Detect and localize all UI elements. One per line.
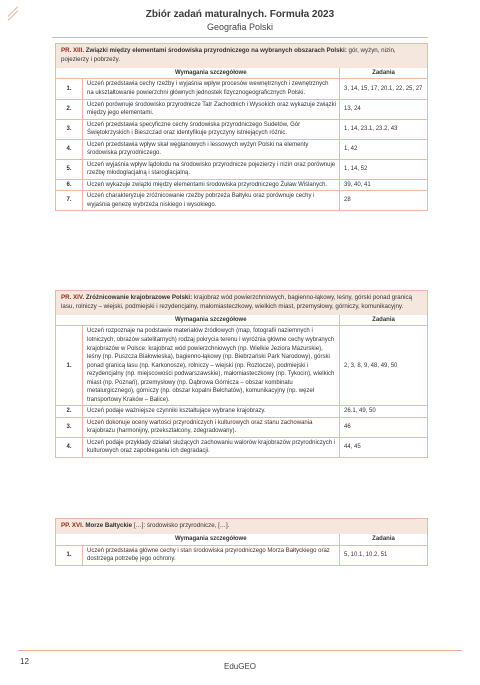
section-title: Morze Bałtyckie [85,522,133,529]
row-requirement: Uczeń rozpoznaje na podstawie materiałów źródłowych (map, fotografii naziemnych i lotniczych, obrazów satelitarnych) rodzaj pokrycia terenu i wyróżnia główne cechy wybranych krajobrazów w Polsce: krajobraz wód powierzchniowych (np. Wielkie Jeziora Mazurskie), leśny (np. Puszcza Białowieska), bagienno-łąkowy (np. Biebrzański Park Narodowy), górski ponad granicą lasu (np. Karkonosze), rolniczy – wiejski (np. Roztocze), podmiejski i rezydencjalny (np. miejscowości podwarszawskie), małomiasteczkowy (np. Tykocin), wielkich miast (np. Poznań), przemysłowy (np. Dąbrowa Górnicza – obszar kombinatu metalurgicznego), górniczy (np. obszar kopalni Bełchatów), komunikacyjny (np. węzeł transportowy Kraków – Balice). [83,326,340,406]
section-pp-xvi [55,518,428,566]
row-requirement: Uczeń przedstawia główne cechy i stan środowiska przyrodniczego Morza Bałtyckiego oraz dostrzega potrzebę jego ochrony. [83,545,340,565]
requirements-table [56,315,427,457]
row-tasks: 44, 45 [344,443,361,450]
row-requirement: Uczeń podaje ważniejsze czynniki kształtujące wybrane krajobrazy. [83,406,340,418]
row-number: 2. [56,99,83,119]
row-number: 2. [56,406,83,418]
tasks-header: Zadania [340,534,428,545]
table-row [56,545,427,565]
row-requirement: Uczeń charakteryzuje zróżnicowanie rzeźby pobrzeża Bałtyku oraz porównuje cechy i wyjaśnia genezę wybrzeża niskiego i wysokiego. [83,191,340,211]
table-row [56,79,427,99]
row-tasks: 13, 24 [340,99,428,119]
row-tasks: 1, 42 [340,139,428,159]
requirements-header: Wymagania szczegółowe [83,68,340,79]
table-header-row [56,68,427,79]
requirements-table [56,68,427,210]
table-row [56,99,427,119]
table-row [56,119,427,139]
tasks-header: Zadania [340,68,428,79]
header-divider [52,37,428,38]
table-row [56,159,427,179]
section-code: PR. XIII. [61,47,85,54]
table-row [56,179,427,191]
row-number: 1. [56,545,83,565]
section-pr-xiii [55,43,428,211]
row-requirement: Uczeń przedstawia cechy rzeźby i wyjaśnia wpływ procesów wewnętrznych i zewnętrznych na ukształtowanie powierzchni głównych jednostek fizycznogeograficznych Polski. [83,79,340,99]
row-requirement: Uczeń podaje przykłady działań służących zachowaniu walorów krajobrazów przyrodniczych i kulturowych oraz zapobieganiu ich degradacji. [83,437,340,457]
section-heading [56,519,427,534]
row-number: 4. [56,437,83,457]
section-description: gór, wyżyn, nizin, pojezierzy i pobrzeży. [61,47,396,63]
row-requirement: Uczeń dokonuje oceny wartości przyrodniczych i kulturowych oraz stanu zachowania krajobrazu (harmonijny, przekształcony, zdegradowany). [83,417,340,437]
requirements-table [56,534,427,565]
row-requirement: Uczeń wyjaśnia wpływ lądolodu na środowisko przyrodnicze pojezierzy i nizin oraz porównuje rzeźbę młodoglacjalną i staroglacjalną. [83,159,340,179]
table-row [56,139,427,159]
row-tasks: 5, 10.1, 10.2, 51 [344,551,388,558]
row-tasks: 26.1, 49, 50 [340,406,428,418]
row-tasks: 39, 40, 41 [340,179,428,191]
row-number: 1. [56,326,83,406]
section-code: PP. XVI. [61,522,84,529]
section-heading [56,44,427,68]
row-number: 4. [56,139,83,159]
row-tasks: 1, 14, 52 [340,159,428,179]
row-number: 6. [56,179,83,191]
row-number: 5. [56,159,83,179]
table-row [56,437,427,457]
table-row [56,406,427,418]
row-number: 3. [56,119,83,139]
section-heading [56,291,427,315]
section-description: krajobraz wód powierzchniowych, bagienno-łąkowy, leśny, górski ponad granicą lasu, rolniczy – wiejski, podmiejski i rezydencjalny, małomiasteczkowy, wielkich miast, przemysłowy, górniczy, komunikacyjny. [61,294,413,310]
row-number: 1. [56,79,83,99]
section-title: Zróżnicowanie krajobrazowe Polski: [85,294,193,301]
corner-decoration [8,6,24,22]
row-tasks: 1, 14, 23.1, 23.2, 43 [340,119,428,139]
table-row [56,417,427,437]
row-number: 3. [56,417,83,437]
table-header-row [56,315,427,326]
section-code: PR. XIV. [61,294,85,301]
row-number: 7. [56,191,83,211]
section-description: […]: środowisko przyrodnicze, […]. [132,522,230,529]
requirements-header: Wymagania szczegółowe [83,534,340,545]
row-tasks: 46 [340,417,428,437]
section-title: Związki między elementami środowiska przyrodniczego na wybranych obszarach Polski: [85,47,347,54]
requirements-header: Wymagania szczegółowe [83,315,340,326]
footer-divider [18,650,462,651]
table-row [56,191,427,211]
table-header-row [56,534,427,545]
page-header [0,0,480,32]
page-number: 12 [20,657,29,666]
row-requirement: Uczeń przedstawia wpływ skał węglanowych i lessowych wyżyn Polski na elementy środowiska przyrodniczego. [83,139,340,159]
row-tasks: 28 [344,197,351,204]
row-requirement: Uczeń porównuje środowisko przyrodnicze Tatr Zachodnich i Wysokich oraz wykazuje związki między jego elementami. [83,99,340,119]
footer-brand: EduGEO [223,662,256,671]
page-title: Zbiór zadań maturalnych. Formuła 2023 [145,9,335,20]
section-pr-xiv [55,290,428,458]
row-requirement: Uczeń przedstawia specyficzne cechy środowiska przyrodniczego Sudetów, Gór Świętokrzyskich i Bieszczad oraz identyfikuje przyczyny istniejących różnic. [83,119,340,139]
row-requirement: Uczeń wykazuje związki między elementami środowiska przyrodniczego Żuław Wiślanych. [83,179,340,191]
row-tasks: 2, 3, 8, 9, 48, 49, 50 [340,326,428,406]
row-tasks: 3, 14, 15, 17, 20.1, 22, 25, 27 [340,79,428,99]
table-row [56,326,427,406]
page-subtitle: Geografia Polski [206,22,274,32]
tasks-header: Zadania [340,315,428,326]
